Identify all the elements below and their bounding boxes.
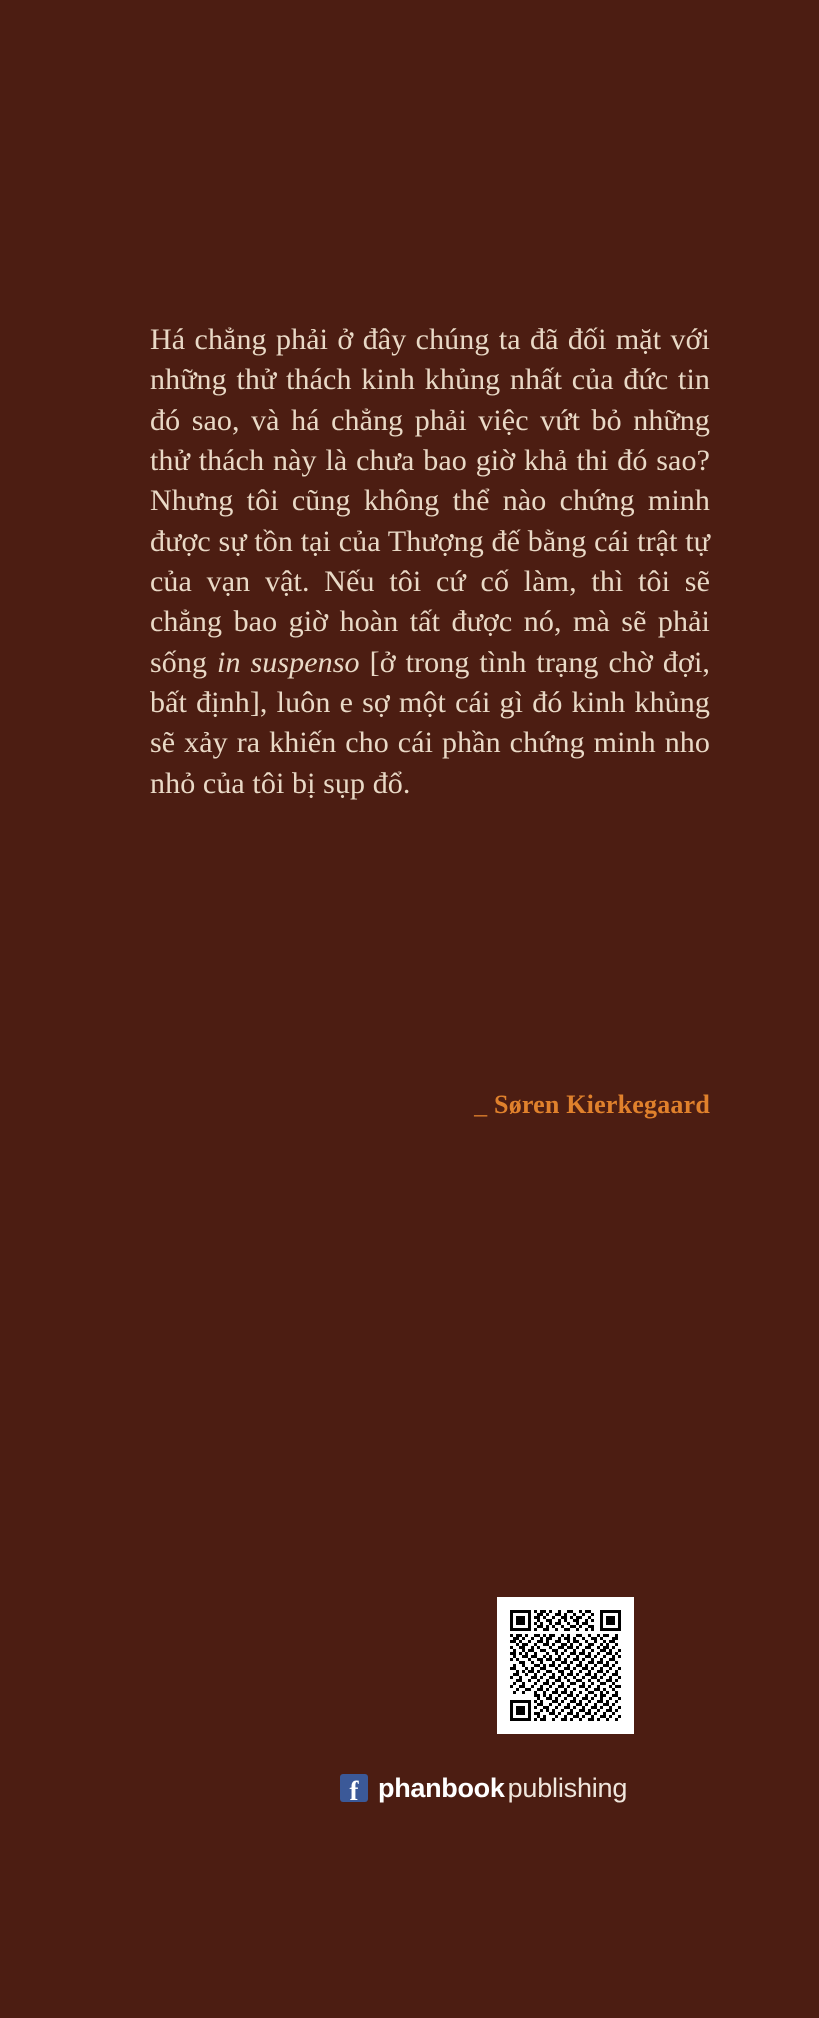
quote-paragraph — [150, 320, 710, 804]
brand-name: phanbook — [378, 1772, 505, 1803]
quote-attribution — [150, 1090, 710, 1120]
quote-text-part2: [ở trong tình trạng chờ đợi, bất định], luôn e sợ một cái gì đó kinh khủng sẽ xảy ra khiến cho cái phần chứng minh nho nhỏ của tôi bị sụp đổ. — [150, 645, 710, 800]
facebook-letter: f — [349, 1776, 359, 1806]
qr-code-icon — [510, 1610, 621, 1721]
qr-code-svg — [510, 1610, 621, 1721]
facebook-icon[interactable] — [340, 1774, 368, 1806]
attribution-dash: _ — [474, 1090, 488, 1119]
publisher-brand — [340, 1768, 650, 1808]
brand-suffix: publishing — [507, 1772, 628, 1803]
quote-block — [150, 320, 710, 804]
quote-text-part1: Há chẳng phải ở đây chúng ta đã đối mặt với những thử thách kinh khủng nhất của đức tin đó sao, và há chẳng phải việc vứt bỏ những thử thách này là chưa bao giờ khả thi đó sao? Nhưng tôi cũng không thể nào chứng minh được sự tồn tại của Thượng đế bằng cái trật tự của vạn vật. Nếu tôi cứ cố làm, thì tôi sẽ chẳng bao giờ hoàn tất được nó, mà sẽ phải sống — [150, 323, 710, 679]
attribution-author: Søren Kierkegaard — [494, 1090, 710, 1119]
qr-code-panel — [497, 1597, 634, 1734]
quote-text-italic: in suspenso — [217, 645, 360, 679]
